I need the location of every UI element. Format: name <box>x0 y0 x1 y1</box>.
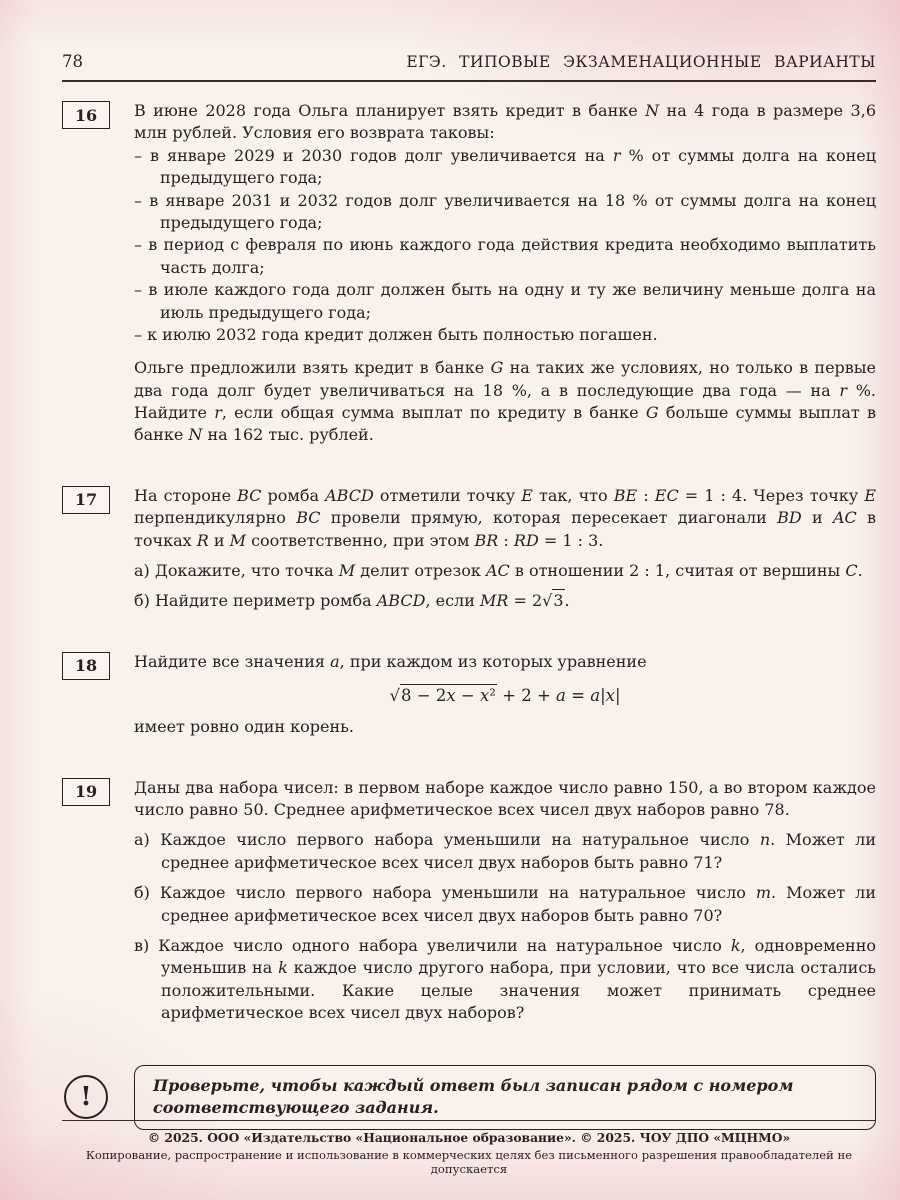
exclamation-icon: ! <box>64 1075 108 1119</box>
problem-18 <box>62 651 876 739</box>
problem-16-condition: – к июлю 2032 года кредит должен быть полностью погашен. <box>134 324 658 344</box>
problem-16-intro: В июне 2028 года Ольга планирует взять кредит в банке N на 4 года в размере 3,6 млн рублей. Условия его возврата таковы: <box>134 101 877 143</box>
problem-19 <box>62 777 876 1025</box>
page-number: 78 <box>62 52 83 71</box>
page-footer <box>62 1120 876 1176</box>
page-header <box>62 52 876 82</box>
problem-19-part-a: а) Каждое число первого набора уменьшили на натуральное число n. Может ли среднее арифметическое всех чисел двух наборов быть равно 71? <box>134 830 876 872</box>
problem-16-condition: – в январе 2029 и 2030 годов долг увеличивается на r % от суммы долга на конец предыдущего года; <box>134 145 877 188</box>
problem-16-condition: – в июле каждого года долг должен быть на одну и ту же величину меньше долга на июль предыдущего года; <box>134 280 876 322</box>
problem-17-intro: На стороне BC ромба ABCD отметили точку E так, что BE : EC = 1 : 4. Через точку E перпендикулярно BC провели прямую, которая пересекает диагонали BD и AC в точках R и M соответственно, при этом BR : RD = 1 : 3. <box>134 485 877 550</box>
problem-18-outro: имеет ровно один корень. <box>134 717 354 737</box>
problem-19-part-b: б) Каждое число первого набора уменьшили на натуральное число m. Может ли среднее арифметическое всех чисел двух наборов быть равно 70? <box>134 883 877 925</box>
problem-17 <box>62 485 876 613</box>
problem-16-condition: – в период с февраля по июнь каждого года действия кредита необходимо выплатить часть долга; <box>134 235 876 277</box>
problem-19-intro: Даны два набора чисел: в первом наборе каждое число равно 150, а во втором каждое число равно 50. Среднее арифметическое всех чисел двух наборов равно 78. <box>134 777 876 820</box>
problem-18-intro: Найдите все значения a, при каждом из которых уравнение <box>134 651 647 671</box>
problem-16-condition: – в январе 2031 и 2032 годов долг увеличивается на 18 % от суммы долга на конец предыдущего года; <box>134 190 876 232</box>
problem-17-number-box: 17 <box>62 486 110 514</box>
problem-16 <box>62 100 876 447</box>
problem-16-number-box: 16 <box>62 101 110 129</box>
problem-19-number-box: 19 <box>62 778 110 806</box>
problem-17-part-b: б) Найдите периметр ромба ABCD, если MR = 2√3. <box>134 591 570 611</box>
problem-19-part-v: в) Каждое число одного набора увеличили на натуральное число k, одновременно уменьшив на k каждое число другого набора, при условии, что все числа остались положительными. Какие целые значения может принимать среднее арифметическое всех чисел двух наборов? <box>134 936 877 1023</box>
copyright-line: © 2025. ООО «Издательство «Национальное образование». © 2025. ЧОУ ДПО «МЦНМО» <box>147 1130 791 1145</box>
problem-16-conditions <box>134 145 876 347</box>
problem-16-question: Ольге предложили взять кредит в банке G на таких же условиях, но только в первые два года долг будет увеличиваться на 18 %, а в последующие два года — на r %. Найдите r, если общая сумма выплат по кредиту в банке G больше суммы выплат в банке N на 162 тыс. рублей. <box>134 358 877 445</box>
running-title: ЕГЭ. ТИПОВЫЕ ЭКЗАМЕНАЦИОННЫЕ ВАРИАНТЫ <box>406 53 876 71</box>
answer-note-box: Проверьте, чтобы каждый ответ был записан рядом с номером соответствующего задания. <box>134 1065 876 1131</box>
problem-18-number-box: 18 <box>62 652 110 680</box>
problem-17-part-a: а) Докажите, что точка M делит отрезок AC в отношении 2 : 1, считая от вершины C. <box>134 561 863 581</box>
problem-18-equation: √8 − 2x − x² + 2 + a = a|x| <box>389 686 621 706</box>
copy-notice: Копирование, распространение и использование в коммерческих целях без письменного разрешения правообладателей не допускается <box>85 1148 853 1176</box>
